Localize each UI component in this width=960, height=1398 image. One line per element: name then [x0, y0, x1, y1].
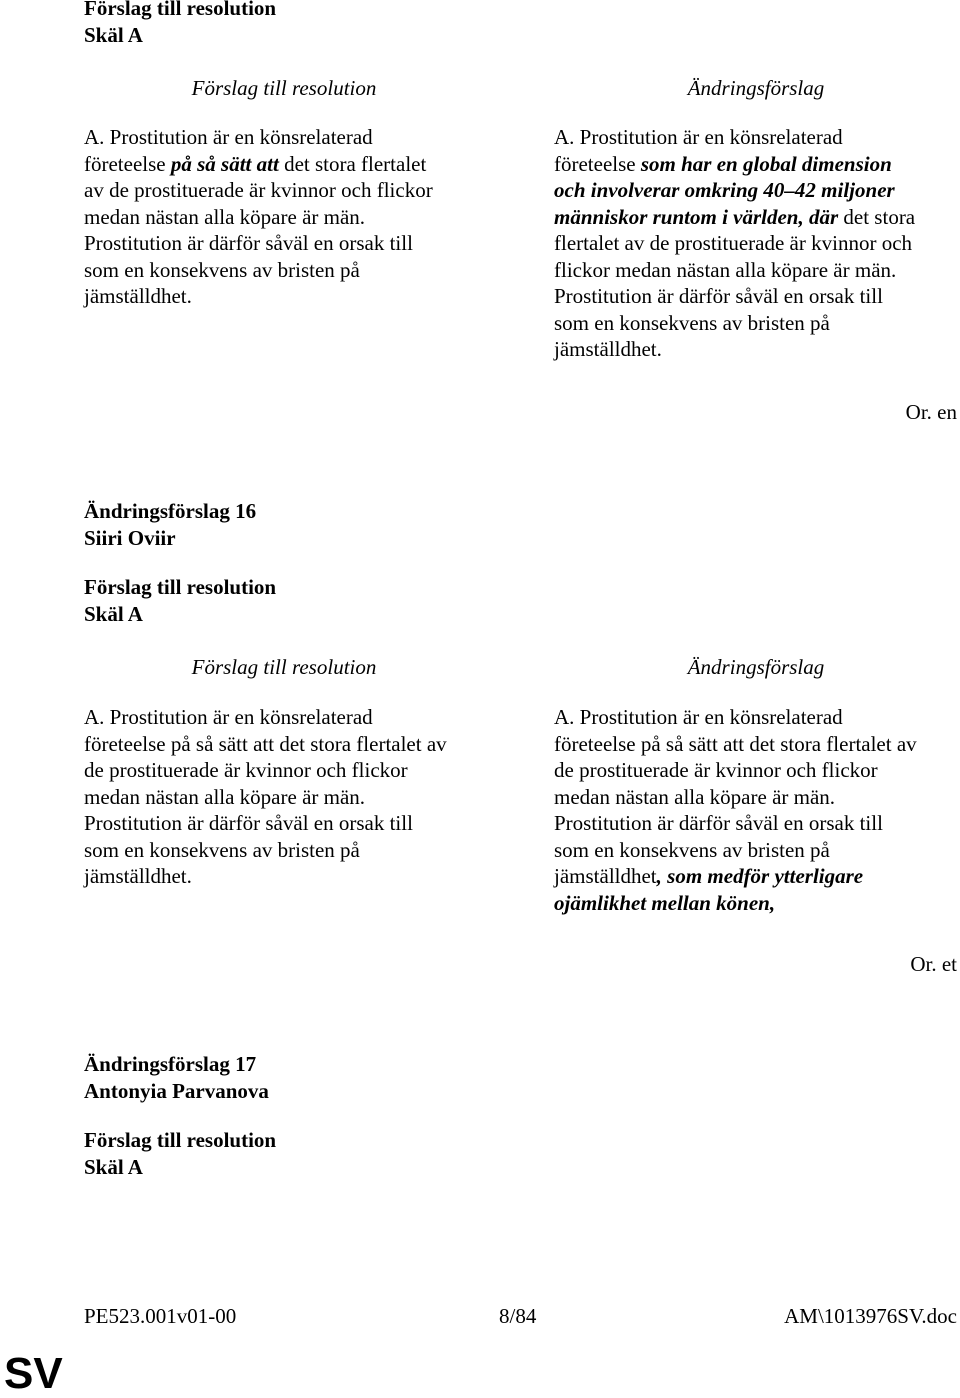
- text-line: jämställdhet.: [554, 337, 662, 361]
- amendment17-headings: [84, 1127, 276, 1180]
- top-heading-recital: Skäl A: [84, 22, 143, 47]
- amendment17-heading-proposal: Förslag till resolution: [84, 1128, 277, 1152]
- amendment17-heading-recital: Skäl A: [84, 1154, 143, 1179]
- text-line: företeelse på så sätt att det stora flertalet av: [84, 731, 447, 756]
- text-line: A. Prostitution är en könsrelaterad: [84, 125, 373, 149]
- text-line: flertalet av de prostituerade är kvinnor och: [554, 231, 913, 255]
- text-line: av de prostituerade är kvinnor och flickor: [84, 178, 433, 202]
- text-line: Prostitution är därför såväl en orsak till: [84, 811, 413, 835]
- inserted-text: och involverar omkring 40–42 miljoner: [554, 178, 895, 202]
- text-line: medan nästan alla köpare är män.: [84, 204, 366, 229]
- table1-left-header: Förslag till resolution: [191, 76, 377, 100]
- text-run: företeelse: [554, 151, 641, 176]
- text-run: det stora: [838, 204, 916, 229]
- text-line: medan nästan alla köpare är män.: [554, 784, 836, 809]
- deleted-text: på så sätt att: [170, 151, 279, 176]
- text-line: A. Prostitution är en könsrelaterad: [554, 705, 843, 729]
- inserted-text: människor runtom i världen, där: [554, 204, 839, 229]
- text-line: flickor medan nästan alla köpare är män.: [554, 257, 897, 282]
- amendment16-header: [84, 498, 256, 551]
- text-line: Prostitution är därför såväl en orsak till: [554, 284, 883, 308]
- footer-page-number: 8/84: [499, 1304, 537, 1328]
- text-line: som en konsekvens av bristen på: [554, 310, 830, 335]
- amendment16-right-text: [554, 704, 960, 916]
- text-run: det stora flertalet: [278, 151, 427, 176]
- amendment16-headings: [84, 574, 276, 627]
- text-line: [84, 151, 484, 178]
- inserted-text: , som medför ytterligare: [656, 864, 864, 888]
- table1-right-text: [554, 124, 960, 363]
- table1-right-header: Ändringsförslag: [687, 76, 825, 100]
- text-line: A. Prostitution är en könsrelaterad: [84, 705, 373, 729]
- table1-left-text: [84, 124, 484, 310]
- text-line: Prostitution är därför såväl en orsak till: [554, 811, 883, 835]
- top-heading-proposal: Förslag till resolution: [84, 0, 277, 20]
- text-line: som en konsekvens av bristen på: [554, 837, 830, 862]
- text-line: Prostitution är därför såväl en orsak till: [84, 231, 413, 255]
- amendment16-left-header: Förslag till resolution: [191, 655, 377, 679]
- text-line: som en konsekvens av bristen på: [84, 837, 360, 862]
- text-line: [554, 863, 960, 890]
- amendment16-right-header: Ändringsförslag: [687, 655, 825, 679]
- amendment16-left-text: [84, 704, 484, 890]
- text-line: A. Prostitution är en könsrelaterad: [554, 125, 843, 149]
- text-line: [554, 204, 960, 231]
- page-footer: [84, 1303, 960, 1329]
- language-code-label: SV: [4, 1349, 63, 1398]
- text-line: medan nästan alla köpare är män.: [84, 784, 366, 809]
- text-line: [554, 151, 960, 178]
- amendment16-heading-proposal: Förslag till resolution: [84, 575, 277, 599]
- top-section-heading: [84, 0, 276, 48]
- inserted-text: ojämlikhet mellan könen,: [554, 890, 776, 915]
- footer-file-name: AM\1013976SV.doc: [784, 1304, 957, 1328]
- amendment16-heading-recital: Skäl A: [84, 601, 143, 626]
- amendment16-title: Ändringsförslag 16: [84, 499, 257, 523]
- text-line: jämställdhet.: [84, 864, 192, 888]
- amendment16-author: Siiri Oviir: [84, 525, 176, 550]
- original-language-label: Or. et: [910, 952, 957, 976]
- text-line: de prostituerade är kvinnor och flickor: [84, 758, 408, 782]
- text-line: företeelse på så sätt att det stora flertalet av: [554, 731, 917, 756]
- text-line: som en konsekvens av bristen på: [84, 257, 360, 282]
- text-run: företeelse: [84, 151, 171, 176]
- amendment17-author: Antonyia Parvanova: [84, 1078, 269, 1103]
- text-line: jämställdhet.: [84, 284, 192, 308]
- amendment17-title: Ändringsförslag 17: [84, 1052, 257, 1076]
- footer-document-reference: PE523.001v01-00: [84, 1304, 237, 1328]
- amendment17-header: [84, 1051, 269, 1104]
- inserted-text: som har en global dimension: [640, 151, 892, 176]
- text-line: de prostituerade är kvinnor och flickor: [554, 758, 878, 782]
- original-language-label: Or. en: [905, 400, 957, 424]
- text-run: jämställdhet: [554, 864, 657, 888]
